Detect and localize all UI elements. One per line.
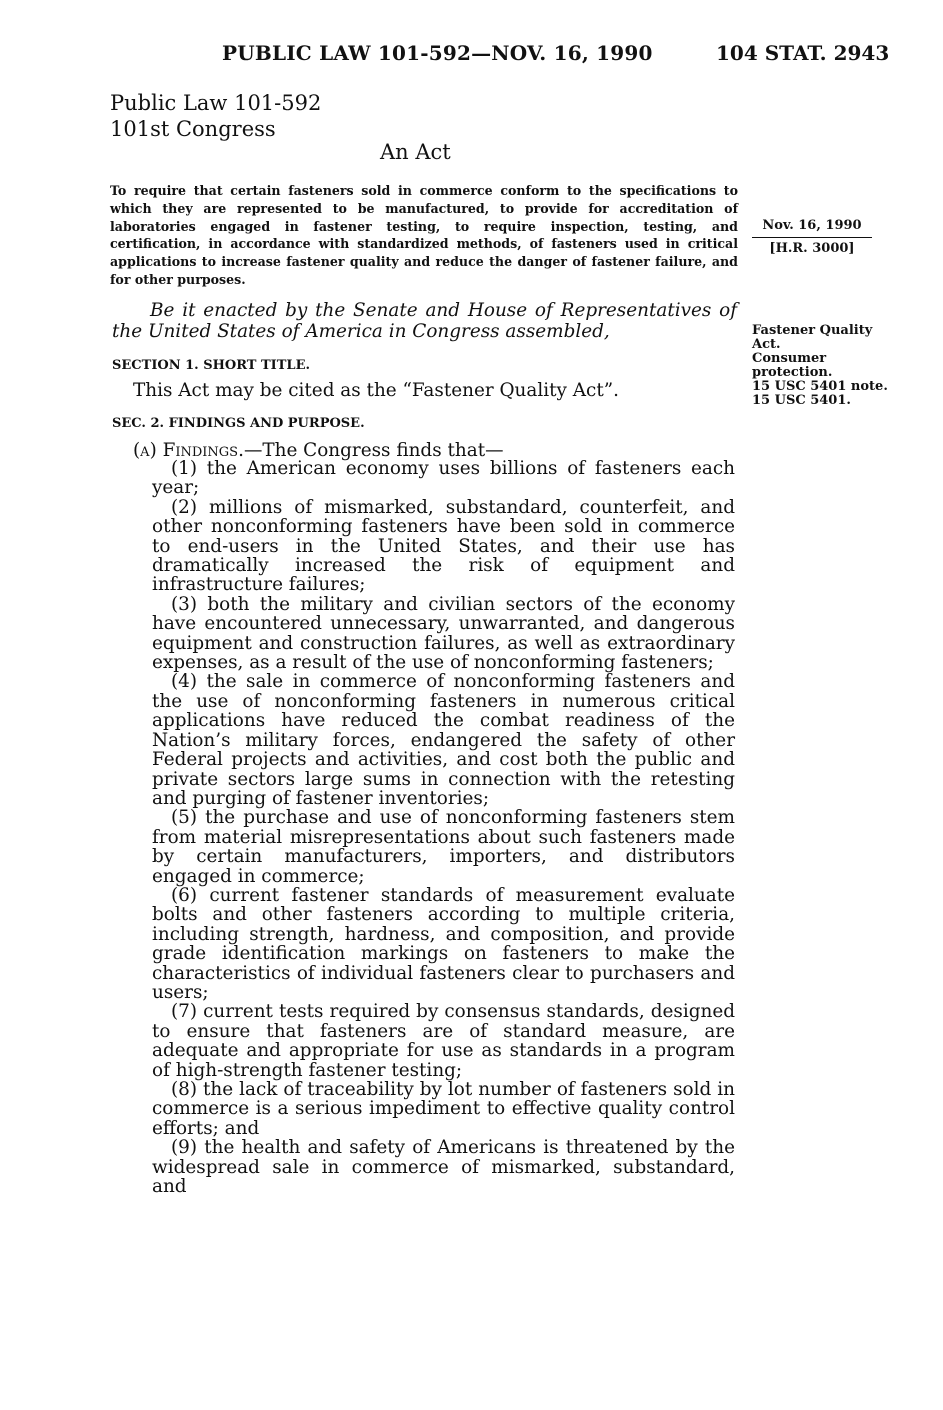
approval-date: Nov. 16, 1990 [762,218,862,233]
finding-paragraph: (4) the sale in commerce of nonconforming fasteners and the use of nonconforming fasteners in numerous critical applications have reduced the combat readiness of the Nation’s military forces, endangered the safety of other Federal projects and activities, and cost both the public and private sectors large sums in connection with the retesting and purging of fastener inventories; [152,671,735,809]
margin-note: Fastener Quality Act. [752,323,873,352]
short-title-text: This Act may be cited as the “Fastener Quality Act”. [133,380,619,401]
findings-label: (a) Findings. [133,440,244,461]
findings-lead: —The Congress finds that— [243,440,504,461]
congress-number: 101st Congress [110,117,276,141]
running-head: PUBLIC LAW 101-592—NOV. 16, 1990 [222,41,653,65]
margin-note: 15 USC 5401 note. [752,379,888,394]
finding-paragraph: (8) the lack of traceability by lot number of fasteners sold in commerce is a serious impediment to effective quality control efforts; and [152,1079,735,1139]
stat-page-number: 104 STAT. 2943 [716,41,890,65]
bill-number: [H.R. 3000] [752,237,872,256]
section-2-heading: SEC. 2. FINDINGS AND PURPOSE. [112,416,365,431]
finding-paragraph: (1) the American economy uses billions of fasteners each year; [152,458,735,499]
finding-paragraph: (6) current fastener standards of measurement evaluate bolts and other fasteners according to multiple criteria, including strength, hardness, and composition, and provide grade identification markings on fasteners to make the characteristics of individual fasteners clear to purchasers and users; [152,884,735,1003]
margin-note: Consumer protection. [752,351,833,380]
finding-paragraph: (5) the purchase and use of nonconforming fasteners stem from material misrepresentations about such fasteners made by certain manufacturers, importers, and distributors engaged in commerce; [152,807,735,887]
purpose-statement: To require that certain fasteners sold in commerce conform to the specifications to which they are represented to be manufactured, to provide for accreditation of laboratories engaged in fastener testing, to require inspection, testing, and certification, in accordance with standardized methods, of fasteners used in critical applications to increase fastener quality and reduce the danger of fastener failure, and for other purposes. [110,183,738,287]
finding-paragraph: (9) the health and safety of Americans is threatened by the widespread sale in commerce of mismarked, substandard, and [152,1137,735,1198]
section-1-heading: SECTION 1. SHORT TITLE. [112,358,311,373]
finding-paragraph: (7) current tests required by consensus standards, designed to ensure that fasteners are of standard measure, are adequate and appropriate for use as standards in a program of high-strength fastener testing; [152,1001,735,1081]
margin-notes [752,324,892,408]
law-identifier [110,90,321,142]
act-title: An Act [380,140,451,164]
enacting-clause: Be it enacted by the Senate and House of Representatives of the United States of America in Congress assembled, [112,300,737,342]
finding-paragraph: (2) millions of mismarked, substandard, counterfeit, and other nonconforming fasteners have been sold in commerce to end-users in the United States, and their use has dramatically increased the risk of equipment and infrastructure failures; [152,496,735,596]
finding-paragraph: (3) both the military and civilian sectors of the economy have encountered unnecessary, unwarranted, and dangerous equipment and construction failures, as well as extraordinary expenses, as a result of the use of nonconforming fasteners; [152,593,735,674]
margin-note: 15 USC 5401. [752,393,851,408]
approval-sidebar [752,219,872,256]
public-law-number: Public Law 101-592 [110,91,322,115]
findings-list [152,459,735,1196]
